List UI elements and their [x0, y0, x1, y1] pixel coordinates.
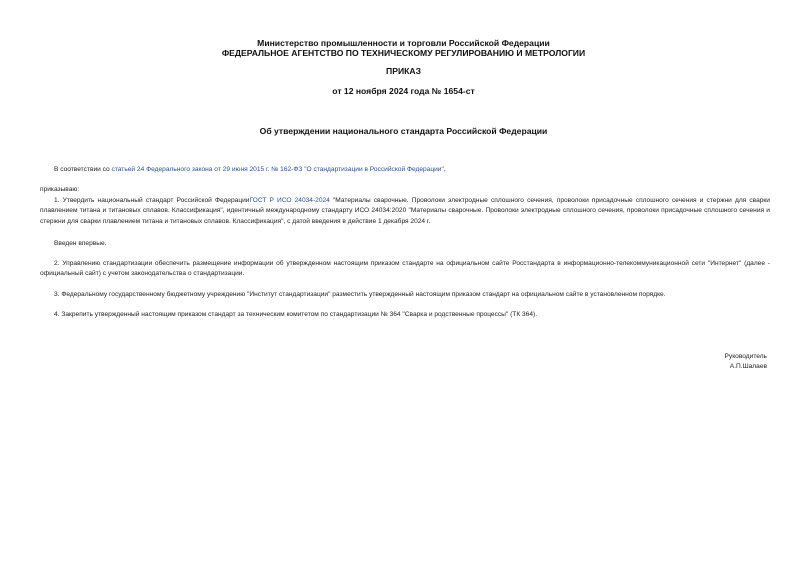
item-2-paragraph: 2. Управлению стандартизации обеспечить размещение информации об утвержденном настоящим приказом стандарте на официальном сайте Росстандарта в информационно-телекоммуникационной сети "Интернет" (далее - официальный сайт) с учетом законодательства о стандартизации. [40, 260, 770, 278]
item-1-prefix: 1. Утвердить национальный стандарт Российской Федерации [54, 197, 250, 204]
intro-paragraph [40, 165, 770, 175]
item-4-paragraph: 4. Закрепить утвержденный настоящим приказом стандарт за техническим комитетом по стандартизации № 364 "Сварка и родственные процессы" (ТК 364). [54, 311, 538, 318]
standard-link[interactable]: ГОСТ Р ИСО 24034-2024 [249, 197, 330, 204]
law-article-link[interactable]: статьей 24 Федерального закона от 29 июня 2015 г. № 162-ФЗ "О стандартизации в Российской Федерации" [111, 166, 444, 173]
item-1-suffix: "Материалы сварочные. Проволоки электродные сплошного сечения, проволоки присадочные сплошного сечения и стержни для сварки плавлением титана и титановых сплавов. Классификация", идентичный международному стандарту ИСО 24034:2020 "Материалы сварочные. Проволоки электродные сплошного сечения, проволоки присадочные сплошного сечения и стержни для сварки плавлением титана и титановых сплавов. Классификация", с датой введения в действие 1 декабря 2024 г. [40, 197, 770, 225]
signatory-title: Руководитель [724, 353, 767, 360]
item-3-paragraph: 3. Федеральному государственному бюджетному учреждению "Институт стандартизации" разместить утвержденный настоящим приказом стандарт на официальном сайте в установленном порядке. [54, 291, 666, 298]
intro-suffix: , [443, 166, 446, 173]
signatory-name: А.П.Шалаев [729, 363, 767, 370]
document-type: ПРИКАЗ [386, 66, 421, 76]
order-word: приказываю: [40, 186, 80, 193]
document-date-number: от 12 ноября 2024 года № 1654-ст [332, 86, 475, 96]
intro-prefix: В соответствии со [54, 166, 112, 173]
first-introduced-note: Введен впервые. [54, 240, 107, 247]
document-subject: Об утверждении национального стандарта Российской Федерации [259, 126, 548, 136]
ministry-name: Министерство промышленности и торговли Российской Федерации [257, 38, 550, 48]
item-1-paragraph [40, 196, 770, 227]
agency-name: ФЕДЕРАЛЬНОЕ АГЕНТСТВО ПО ТЕХНИЧЕСКОМУ РЕГУЛИРОВАНИЮ И МЕТРОЛОГИИ [221, 48, 586, 58]
